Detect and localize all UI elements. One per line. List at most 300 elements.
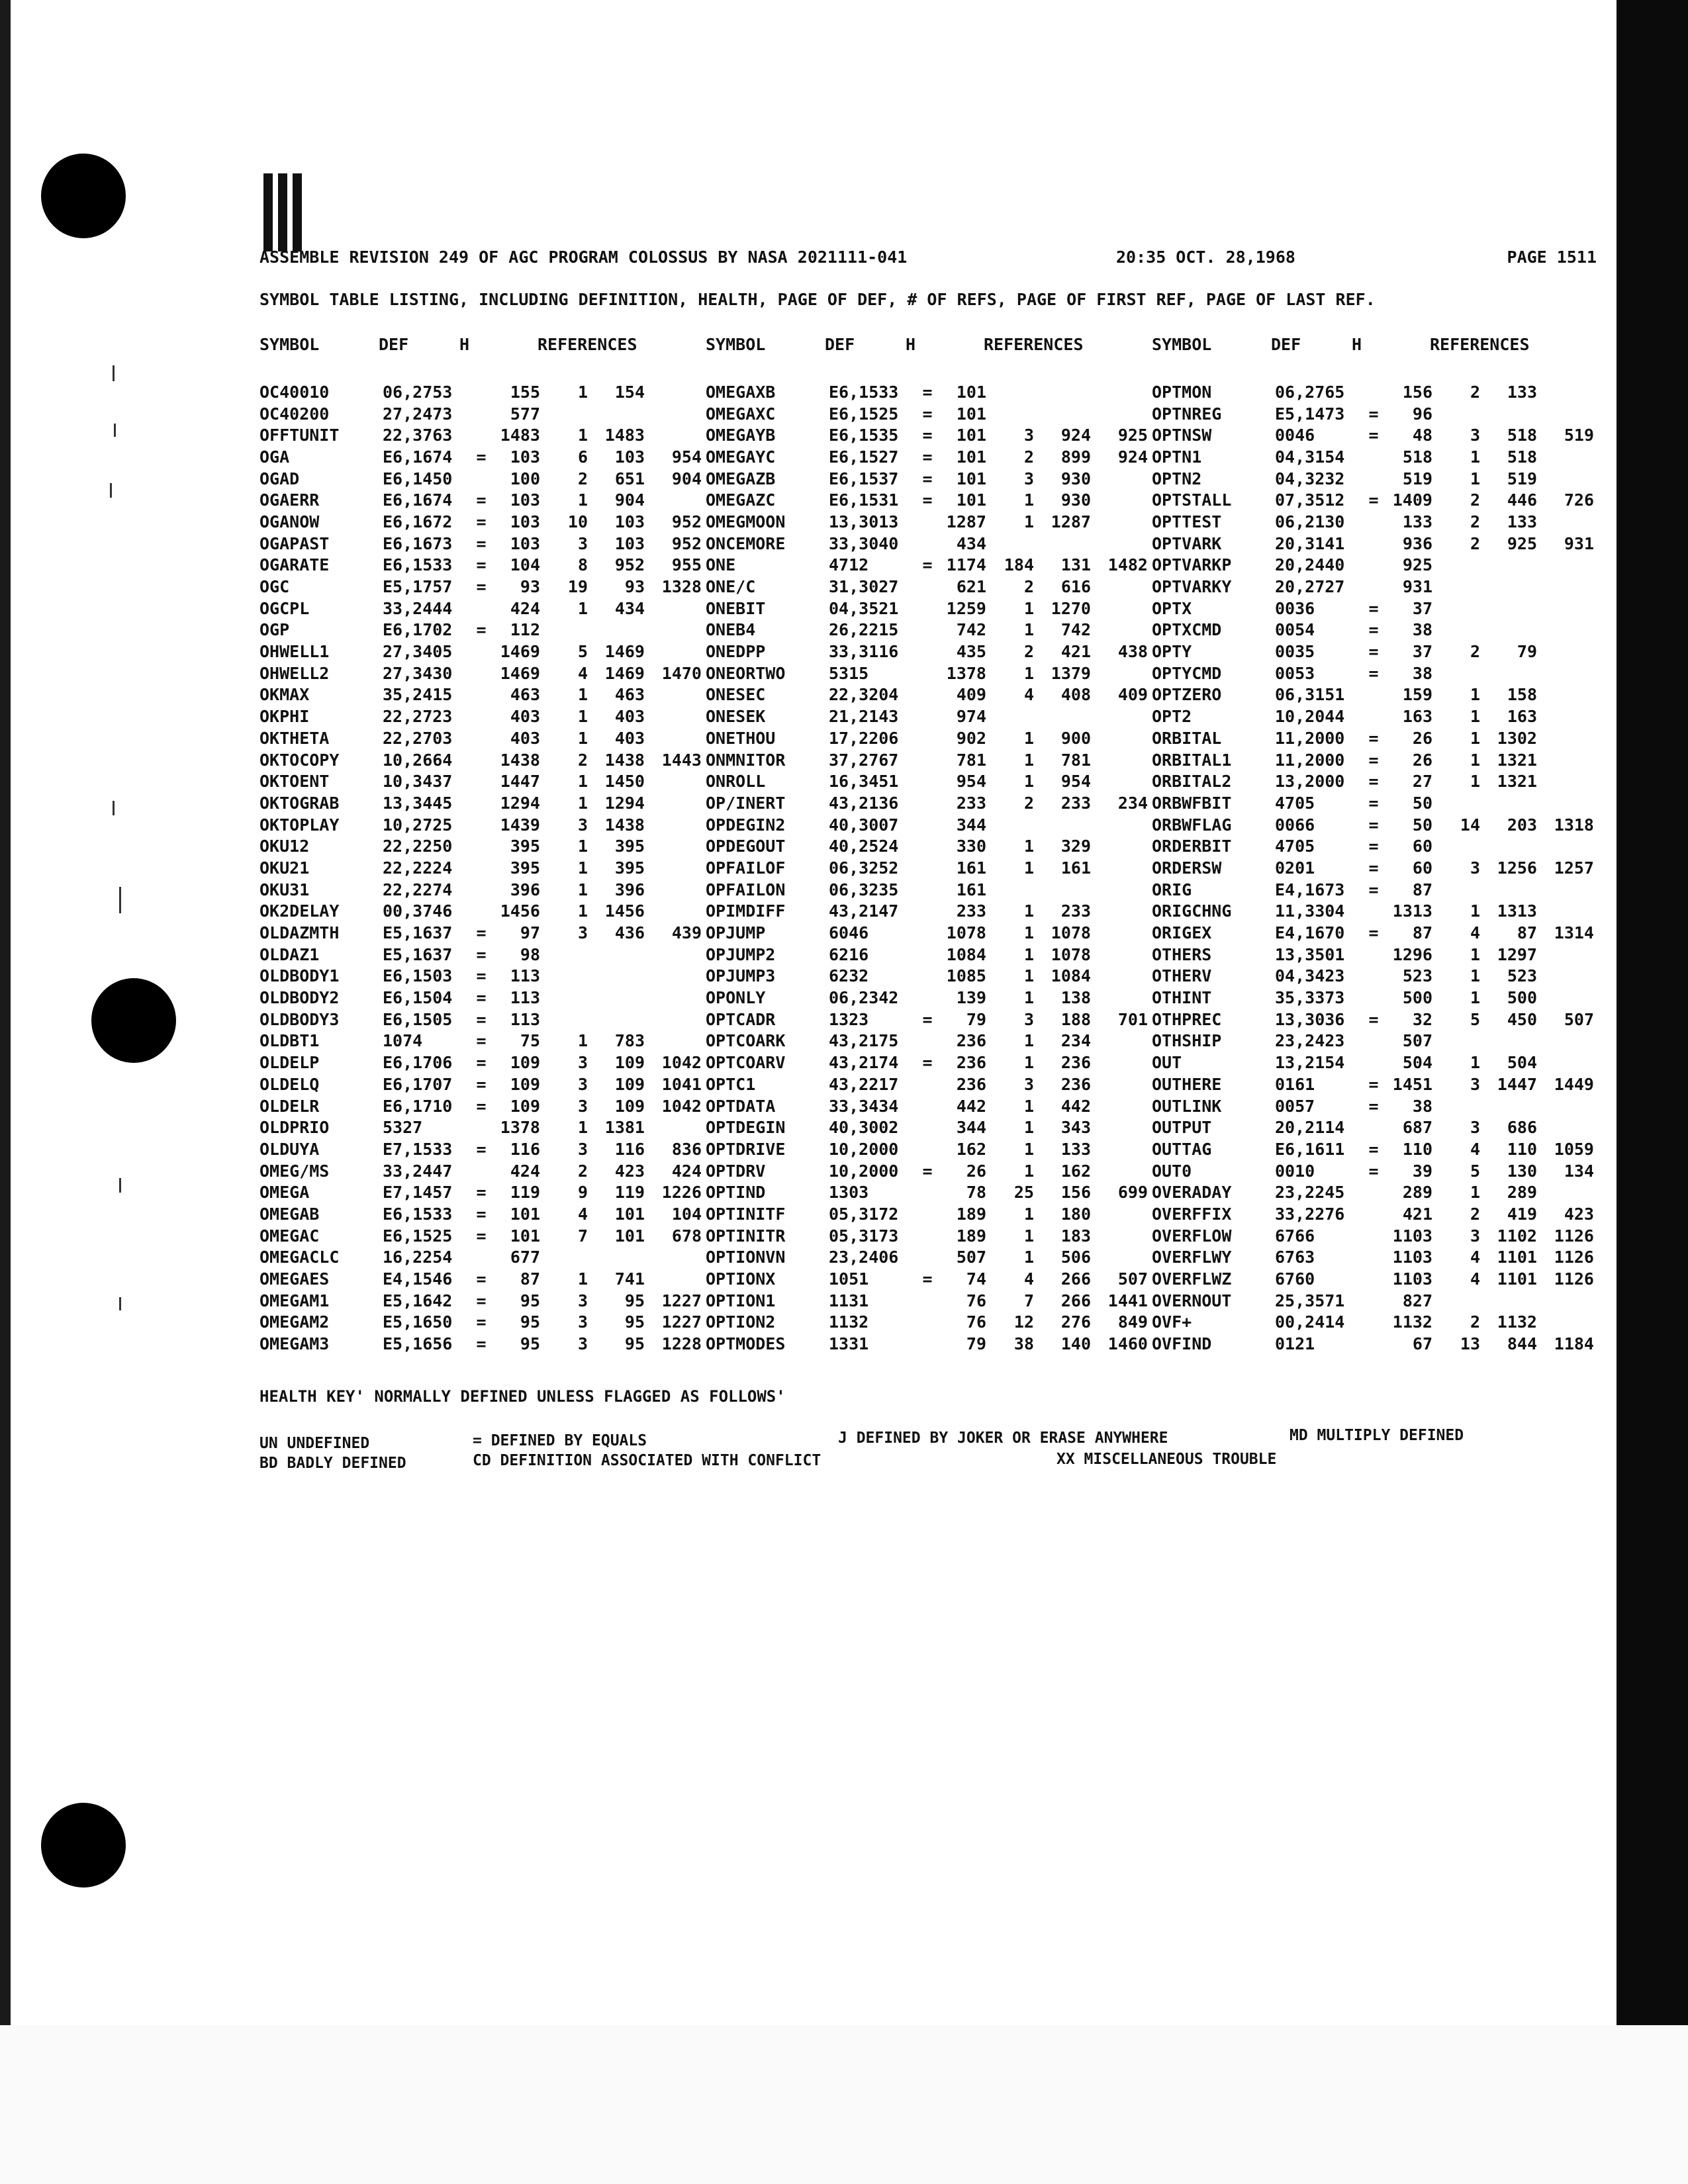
symbol-name: OUTTAG [1152, 1139, 1212, 1159]
first-ref-page: 952 [614, 555, 645, 575]
ref-count: 2 [1470, 1204, 1480, 1224]
def-page: 155 [510, 382, 540, 402]
def-value: E6,1611 [1275, 1139, 1345, 1159]
symbol-name: OPDEGIN2 [706, 815, 786, 835]
symbol-name: OHWELL1 [259, 642, 330, 662]
def-value: 0066 [1275, 815, 1315, 835]
table-row [1152, 684, 1594, 706]
def-value: 13,2000 [1275, 772, 1345, 792]
first-ref-page: 103 [614, 447, 645, 467]
def-page: 1287 [946, 512, 986, 531]
last-ref-page [645, 987, 702, 1009]
last-ref-page [1091, 662, 1148, 684]
first-ref-page: 109 [614, 1074, 645, 1094]
first-ref-page [1034, 705, 1091, 727]
first-ref-page: 329 [1060, 837, 1091, 856]
table-row [1152, 1073, 1594, 1095]
symbol-name: OMEGAYC [706, 447, 776, 467]
ref-count: 1 [1023, 620, 1034, 640]
health-flag [1360, 944, 1387, 966]
health-flag: = [1368, 837, 1379, 856]
ref-count: 1 [577, 901, 588, 921]
table-row [1152, 641, 1594, 662]
def-value: 11,3304 [1275, 901, 1345, 921]
symbol-name: OUT [1152, 1053, 1182, 1073]
first-ref-page: 103 [614, 512, 645, 531]
health-flag: = [476, 966, 487, 986]
health-flag: = [1368, 923, 1379, 943]
first-ref-page: 138 [1060, 988, 1091, 1008]
health-flag [467, 835, 495, 857]
def-value: 13,3445 [383, 793, 453, 813]
ref-count: 1 [1470, 944, 1480, 964]
symbol-name: OLDELR [259, 1096, 320, 1116]
health-flag [467, 641, 495, 662]
table-row [259, 641, 702, 662]
symbol-name: OMEGA [259, 1183, 310, 1203]
symbol-name: OPTYCMD [1152, 663, 1222, 683]
def-value: E6,1504 [383, 988, 453, 1008]
first-ref-page: 1270 [1051, 598, 1091, 618]
first-ref-page: 180 [1060, 1204, 1091, 1224]
table-row [1152, 835, 1594, 857]
first-ref-page: 233 [1060, 793, 1091, 813]
table-row [259, 1116, 702, 1138]
first-ref-page: 1438 [604, 815, 645, 835]
last-ref-page [1537, 641, 1594, 662]
table-row [1152, 792, 1594, 814]
def-value: 6760 [1275, 1269, 1315, 1289]
symbol-name: OLDELQ [259, 1074, 320, 1094]
health-flag [467, 1160, 495, 1182]
last-ref-page [1091, 598, 1148, 619]
table-row [259, 403, 702, 425]
table-row [1152, 511, 1594, 533]
def-page: 396 [510, 880, 540, 899]
last-ref-page: 699 [1117, 1183, 1148, 1203]
def-page: 38 [1412, 1096, 1432, 1116]
health-flag [914, 1225, 941, 1247]
first-ref-page [1480, 792, 1537, 814]
health-flag: = [476, 923, 487, 943]
first-ref-page: 925 [1507, 533, 1537, 553]
symbol-name: OKTOCOPY [259, 750, 340, 770]
health-flag: = [476, 1009, 487, 1029]
table-row [259, 1030, 702, 1052]
ref-count: 1 [1023, 728, 1034, 748]
def-page: 1439 [500, 815, 540, 835]
ref-count: 1 [1023, 923, 1034, 943]
table-row [259, 662, 702, 684]
def-page: 1378 [500, 1118, 540, 1138]
last-ref-page: 507 [1564, 1009, 1594, 1029]
first-ref-page: 396 [614, 880, 645, 899]
last-ref-page: 1126 [1554, 1248, 1594, 1267]
first-ref-page: 1297 [1497, 944, 1537, 964]
ref-count: 1 [577, 382, 588, 402]
symbol-name: OGARATE [259, 555, 330, 575]
first-ref-page: 924 [1060, 426, 1091, 445]
health-flag [1360, 684, 1387, 706]
first-ref-page: 343 [1060, 1118, 1091, 1138]
def-value: 6232 [829, 966, 869, 986]
def-value: 11,2000 [1275, 728, 1345, 748]
def-page: 109 [510, 1053, 540, 1073]
health-flag [467, 598, 495, 619]
last-ref-page: 1257 [1554, 858, 1594, 878]
first-ref-page: 419 [1507, 1204, 1537, 1224]
def-page: 421 [1402, 1204, 1432, 1224]
symbol-name: OGANOW [259, 512, 320, 531]
ref-count: 4 [1470, 1269, 1480, 1289]
table-row [706, 1052, 1148, 1073]
ref-count: 10 [567, 512, 588, 531]
table-row [706, 922, 1148, 944]
last-ref-page [645, 944, 702, 966]
margin-mark [119, 1178, 121, 1193]
health-flag [914, 770, 941, 792]
def-value: 26,2215 [829, 620, 899, 640]
last-ref-page: 1318 [1554, 815, 1594, 835]
last-ref-page: 1441 [1107, 1291, 1148, 1310]
last-ref-page: 952 [671, 533, 702, 553]
table-row [1152, 1290, 1594, 1312]
def-page: 87 [1412, 923, 1432, 943]
symbol-name: OLDELP [259, 1053, 320, 1073]
def-value: 23,2423 [1275, 1031, 1345, 1051]
def-page: 109 [510, 1074, 540, 1094]
table-row [706, 966, 1148, 987]
ref-count: 1 [1470, 966, 1480, 986]
last-ref-page [1091, 381, 1148, 403]
symbol-table-block-1 [259, 381, 702, 1355]
table-row [1152, 857, 1594, 879]
last-ref-page [1537, 1052, 1594, 1073]
def-page: 161 [956, 858, 986, 878]
table-row [1152, 770, 1594, 792]
health-flag: = [1368, 793, 1379, 813]
table-row [259, 511, 702, 533]
def-value: 5327 [383, 1118, 423, 1138]
def-value: 10,2725 [383, 815, 453, 835]
def-page: 78 [966, 1183, 986, 1203]
last-ref-page: 234 [1117, 793, 1148, 813]
def-page: 577 [510, 404, 540, 424]
table-row [706, 1160, 1148, 1182]
def-value: 40,3002 [829, 1118, 899, 1138]
symbol-name: OMEGAB [259, 1204, 320, 1224]
ref-count: 4 [1470, 1248, 1480, 1267]
ref-count [986, 533, 1034, 555]
last-ref-page [1091, 533, 1148, 555]
def-value: E4,1546 [383, 1269, 453, 1289]
def-value: 04,3423 [1275, 966, 1345, 986]
last-ref-page [1537, 879, 1594, 901]
table-row [1152, 749, 1594, 771]
symbol-name: OKU31 [259, 880, 310, 899]
ref-count: 3 [1470, 1118, 1480, 1138]
def-page: 74 [966, 1269, 986, 1289]
symbol-name: OPTIONX [706, 1269, 776, 1289]
health-flag: = [476, 988, 487, 1008]
first-ref-page: 1084 [1051, 966, 1091, 986]
health-flag: = [476, 1226, 487, 1246]
last-ref-page [1091, 879, 1148, 901]
ref-count: 1 [1023, 1204, 1034, 1224]
def-value: 1131 [829, 1291, 869, 1310]
symbol-name: ONEB4 [706, 620, 756, 640]
table-row [706, 1268, 1148, 1290]
def-value: 33,2447 [383, 1161, 453, 1181]
last-ref-page: 1126 [1554, 1226, 1594, 1246]
def-value: E5,1473 [1275, 404, 1345, 424]
first-ref-page: 450 [1507, 1009, 1537, 1029]
last-ref-page [1537, 770, 1594, 792]
first-ref-page [1034, 381, 1091, 403]
first-ref-page: 1101 [1497, 1248, 1537, 1267]
def-page: 507 [956, 1248, 986, 1267]
symbol-heading: SYMBOL [1152, 335, 1212, 354]
health-flag [1360, 1268, 1387, 1290]
health-flag: = [922, 469, 933, 488]
def-value: E6,1673 [383, 533, 453, 553]
first-ref-page [1480, 555, 1537, 576]
health-flag [914, 1095, 941, 1117]
def-page: 1084 [946, 944, 986, 964]
health-flag [467, 879, 495, 901]
ref-count: 1 [1023, 750, 1034, 770]
table-row [259, 1095, 702, 1117]
def-page: 1103 [1392, 1248, 1432, 1267]
def-page: 344 [956, 815, 986, 835]
health-flag [914, 1030, 941, 1052]
def-page: 233 [956, 793, 986, 813]
ref-count: 19 [567, 577, 588, 597]
table-row [259, 1073, 702, 1095]
ref-count: 1 [1470, 707, 1480, 727]
symbol-name: ORBITAL [1152, 728, 1222, 748]
ref-count: 2 [1470, 382, 1480, 402]
ref-count [540, 944, 588, 966]
def-page: 1438 [500, 750, 540, 770]
def-value: E7,1457 [383, 1183, 453, 1203]
ref-count: 3 [577, 1139, 588, 1159]
def-value: 17,2206 [829, 728, 899, 748]
table-row [706, 468, 1148, 490]
health-flag: = [1368, 598, 1379, 618]
table-row [259, 1138, 702, 1160]
ref-count: 1 [1470, 1183, 1480, 1203]
def-value: 06,2342 [829, 988, 899, 1008]
health-flag [467, 705, 495, 727]
symbol-name: ORBWFBIT [1152, 793, 1232, 813]
symbol-name: OMEGAZC [706, 490, 776, 510]
last-ref-page: 134 [1564, 1161, 1594, 1181]
health-flag [1360, 1052, 1387, 1073]
def-page: 687 [1402, 1118, 1432, 1138]
first-ref-page: 161 [1060, 858, 1091, 878]
table-row [706, 901, 1148, 923]
table-row [706, 1073, 1148, 1095]
symbol-name: OTHINT [1152, 988, 1212, 1008]
first-ref-page: 506 [1060, 1248, 1091, 1267]
last-ref-page [645, 598, 702, 619]
ref-count: 3 [1023, 426, 1034, 445]
punch-hole-top [41, 154, 126, 238]
table-row [259, 1203, 702, 1225]
symbol-name: ONE/C [706, 577, 756, 597]
def-page: 1103 [1392, 1226, 1432, 1246]
def-value: 4705 [1275, 793, 1315, 813]
first-ref-page: 518 [1507, 426, 1537, 445]
first-ref-page: 1101 [1497, 1269, 1537, 1289]
symbol-name: OHWELL2 [259, 663, 330, 683]
last-ref-page: 1042 [661, 1053, 702, 1073]
ref-count: 1 [1023, 1053, 1034, 1073]
symbol-name: OKTOGRAB [259, 793, 340, 813]
def-value: 0054 [1275, 620, 1315, 640]
first-ref-page [1480, 403, 1537, 425]
health-flag [914, 684, 941, 706]
def-value: E4,1670 [1275, 923, 1345, 943]
table-row [259, 598, 702, 619]
health-flag: = [476, 577, 487, 597]
def-page: 677 [510, 1248, 540, 1267]
symbol-name: OMEGAM1 [259, 1291, 330, 1310]
def-page: 161 [956, 880, 986, 899]
symbol-name: OVFIND [1152, 1334, 1212, 1354]
symbol-name: ONEORTWO [706, 663, 786, 683]
health-flag: = [1368, 880, 1379, 899]
symbol-name: OPTCOARK [706, 1031, 786, 1051]
last-ref-page: 1227 [661, 1312, 702, 1332]
last-ref-page [645, 403, 702, 425]
health-flag: = [922, 1009, 933, 1029]
table-row [259, 1247, 702, 1269]
last-ref-page [1537, 598, 1594, 619]
health-flag: = [476, 1183, 487, 1203]
symbol-name: OPTY [1152, 642, 1192, 662]
first-ref-page: 133 [1060, 1139, 1091, 1159]
first-ref-page: 686 [1507, 1118, 1537, 1138]
symbol-name: OPTN1 [1152, 447, 1202, 467]
ref-count: 1 [1023, 1139, 1034, 1159]
last-ref-page [645, 727, 702, 749]
symbol-name: OTHSHIP [1152, 1031, 1222, 1051]
last-ref-page [1537, 619, 1594, 641]
symbol-name: OPTION2 [706, 1312, 776, 1332]
table-row [706, 1181, 1148, 1203]
symbol-name: ONCEMORE [706, 533, 786, 553]
def-page: 236 [956, 1074, 986, 1094]
health-flag: = [476, 1031, 487, 1051]
last-ref-page [1537, 835, 1594, 857]
def-value: E6,1674 [383, 490, 453, 510]
symbol-name: ONESEC [706, 685, 766, 705]
def-page: 1469 [500, 663, 540, 683]
health-flag [914, 1203, 941, 1225]
table-row [259, 1160, 702, 1182]
symbol-name: OMEGAM2 [259, 1312, 330, 1332]
health-flag: = [476, 447, 487, 467]
def-value: 22,2274 [383, 880, 453, 899]
def-value: 1051 [829, 1269, 869, 1289]
symbol-name: OGC [259, 577, 290, 597]
first-ref-page: 403 [614, 728, 645, 748]
def-page: 395 [510, 837, 540, 856]
table-row [1152, 1333, 1594, 1355]
first-ref-page: 1447 [1497, 1074, 1537, 1094]
health-flag: = [476, 944, 487, 964]
last-ref-page [645, 381, 702, 403]
def-page: 26 [966, 1161, 986, 1181]
health-flag [914, 879, 941, 901]
table-row [706, 555, 1148, 576]
table-row [706, 1095, 1148, 1117]
key-multiply-defined: MD MULTIPLY DEFINED [1289, 1427, 1464, 1444]
first-ref-page: 954 [1060, 772, 1091, 792]
first-ref-page: 95 [624, 1312, 645, 1332]
def-value: 43,2136 [829, 793, 899, 813]
symbol-name: OMEGACLC [259, 1248, 340, 1267]
last-ref-page [1537, 1181, 1594, 1203]
first-ref-page: 101 [614, 1204, 645, 1224]
def-page: 113 [510, 1009, 540, 1029]
symbol-name: OPTVARKY [1152, 577, 1232, 597]
scan-bottom-margin [0, 2025, 1688, 2184]
health-flag: = [1368, 663, 1379, 683]
ref-count: 1 [577, 1118, 588, 1138]
table-row [706, 1247, 1148, 1269]
symbol-name: OKTOPLAY [259, 815, 340, 835]
symbol-name: OVF+ [1152, 1312, 1192, 1332]
health-flag: = [476, 1269, 487, 1289]
ref-count: 1 [1470, 772, 1480, 792]
symbol-name: OKU21 [259, 858, 310, 878]
last-ref-page: 726 [1564, 490, 1594, 510]
health-flag: = [922, 426, 933, 445]
def-value: 20,2440 [1275, 555, 1345, 575]
ref-count [986, 705, 1034, 727]
ref-count: 3 [1470, 426, 1480, 445]
table-row [1152, 727, 1594, 749]
first-ref-page: 133 [1507, 382, 1537, 402]
def-value: 04,3232 [1275, 469, 1345, 488]
ref-count: 1 [1023, 1248, 1034, 1267]
ref-count: 9 [577, 1183, 588, 1203]
symbol-name: ONE [706, 555, 736, 575]
first-ref-page [588, 619, 645, 641]
table-row [259, 857, 702, 879]
health-flag [914, 598, 941, 619]
def-value: 05,3172 [829, 1204, 899, 1224]
last-ref-page [645, 879, 702, 901]
def-page: 103 [510, 512, 540, 531]
symbol-name: OPTNREG [1152, 404, 1222, 424]
def-value: 06,3235 [829, 880, 899, 899]
first-ref-page: 1321 [1497, 772, 1537, 792]
first-ref-page: 95 [624, 1334, 645, 1354]
def-value: 27,2473 [383, 404, 453, 424]
symbol-name: OMEGAZB [706, 469, 776, 488]
def-value: E5,1656 [383, 1334, 453, 1354]
table-row [706, 857, 1148, 879]
health-flag [914, 835, 941, 857]
ref-count: 2 [1470, 1312, 1480, 1332]
table-row [1152, 1030, 1594, 1052]
health-flag: = [1368, 1009, 1379, 1029]
health-flag [914, 1333, 941, 1355]
